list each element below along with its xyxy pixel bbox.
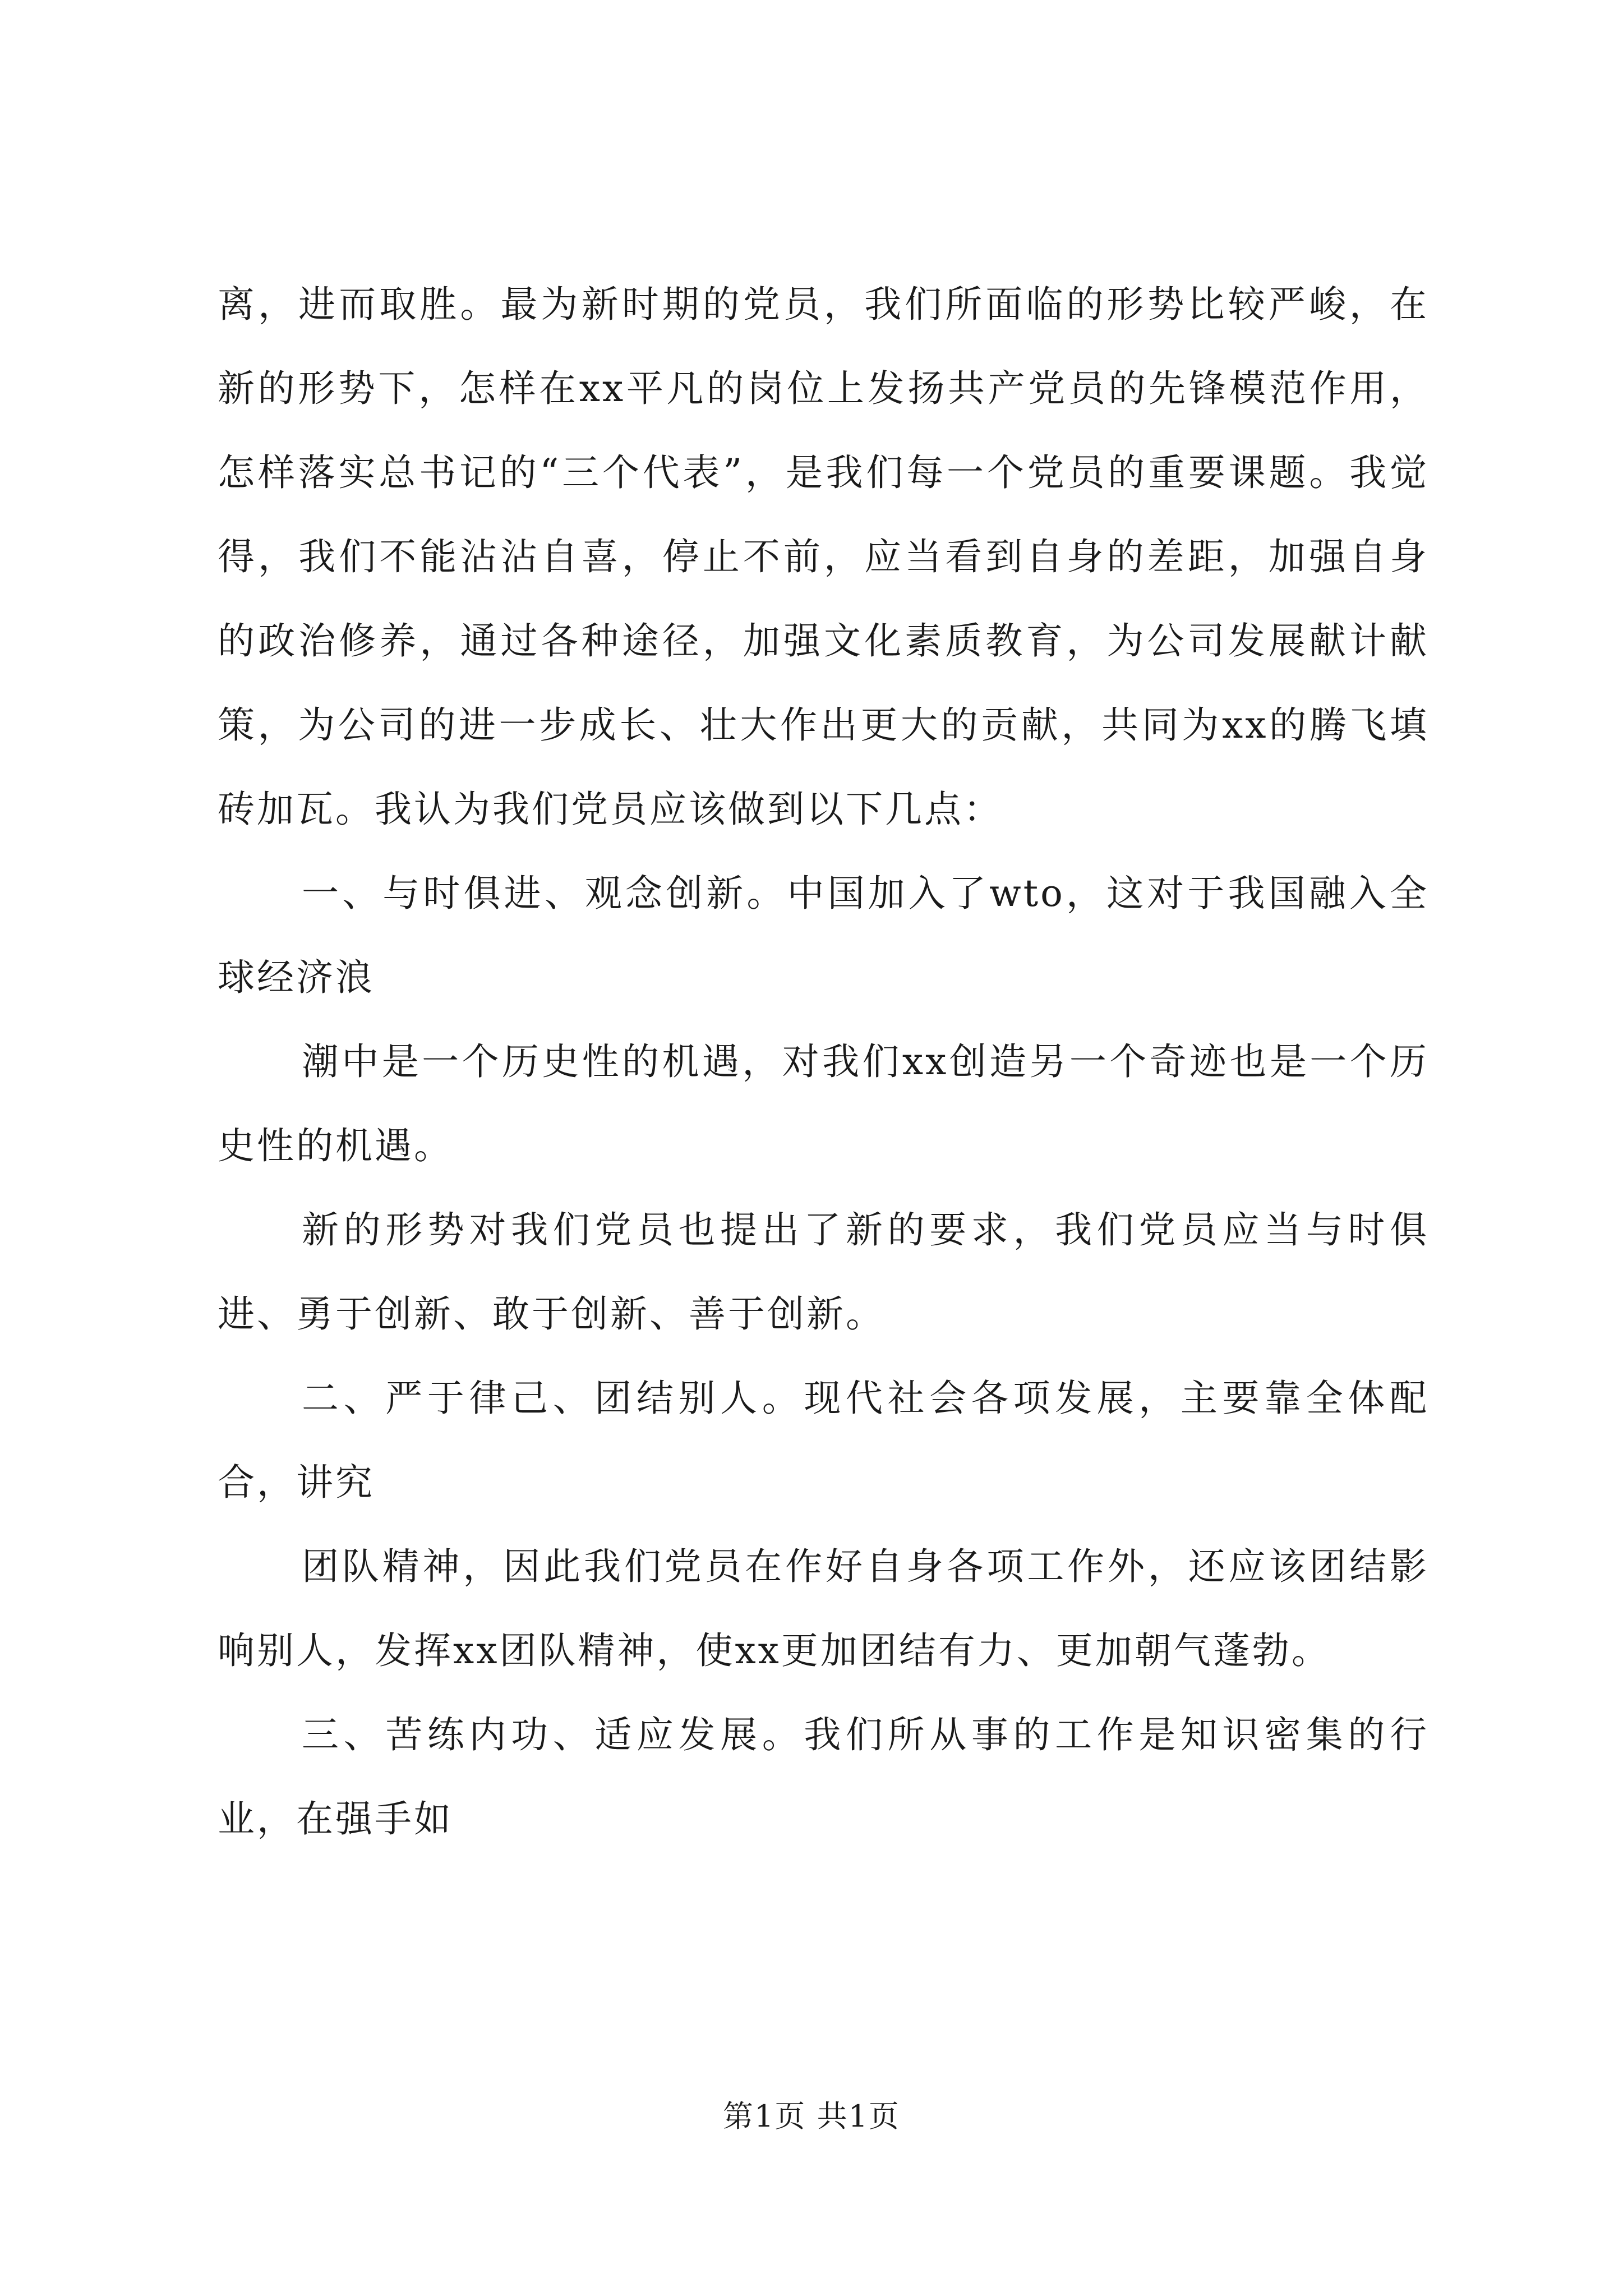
paragraph: 新的形势对我们党员也提出了新的要求，我们党员应当与时俱进、勇于创新、敢于创新、善于创新。 (218, 1208, 1429, 1336)
document-body (218, 263, 1429, 1861)
paragraph: 团队精神，因此我们党员在作好自身各项工作外，还应该团结影响别人，发挥xx团队精神，使xx更加团结有力、更加朝气蓬勃。 (218, 1545, 1429, 1672)
paragraph: 一、与时俱进、观念创新。中国加入了wto，这对于我国融入全球经济浪 (218, 872, 1429, 999)
paragraph: 潮中是一个历史性的机遇，对我们xx创造另一个奇迹也是一个历史性的机遇。 (218, 1040, 1429, 1167)
paragraph: 三、苦练内功、适应发展。我们所从事的工作是知识密集的行业，在强手如 (218, 1713, 1429, 1841)
paragraph: 离，进而取胜。最为新时期的党员，我们所面临的形势比较严峻，在新的形势下，怎样在xx平凡的岗位上发扬共产党员的先锋模范作用，怎样落实总书记的“三个代表”，是我们每一个党员的重要课题。我觉得，我们不能沾沾自喜，停止不前，应当看到自身的差距，加强自身的政治修养，通过各种途径，加强文化素质教育，为公司发展献计献策，为公司的进一步成长、壮大作出更大的贡献，共同为xx的腾飞填砖加瓦。我认为我们党员应该做到以下几点： (218, 283, 1429, 831)
paragraph: 二、严于律己、团结别人。现代社会各项发展，主要靠全体配合，讲究 (218, 1377, 1429, 1504)
page-footer: 第1页 共1页 (723, 2099, 900, 2134)
